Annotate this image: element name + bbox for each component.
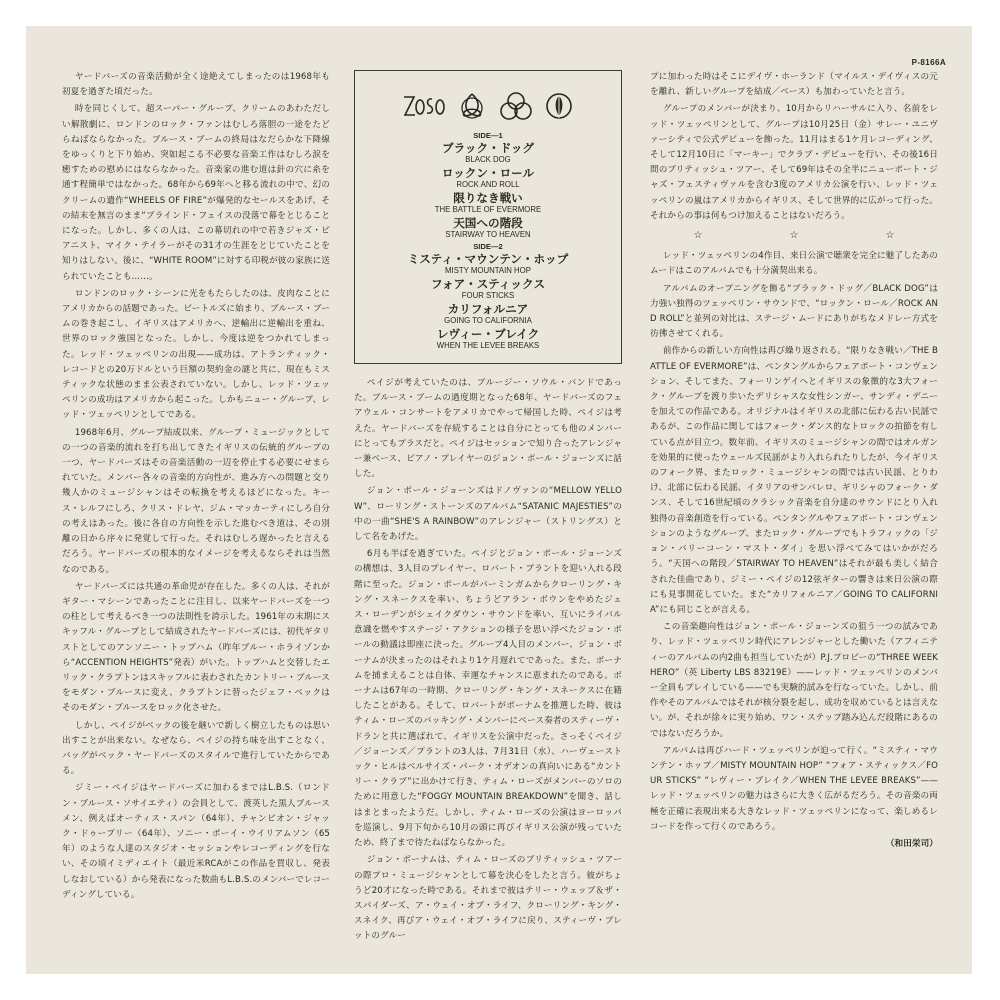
paragraph: 6月も半ばを過ぎていた。ペイジとジョン・ポール・ジョーンズの構想は、3人目のプレイヤー、ロバート・プラントを迎い入れる段階に至った。ジョン・ポールがバーミンガムからクローリング・キング・スネークスを率い、ちょうどアラン・ボウンをやめたジェス・ローデンがシェイクダウン・サウンドを率い、互いにライバル意識を燃やすステージ・アクションの様子を思い浮べたジョン・ポールの動議は即座に決った。グループ4人目のメンバー、ジョン・ボーナムが決まったのはそれより1ケ月遅れてであった。また、ボーナムを捕まえることは自体、幸運なチャンスに恵まれたのである。ボーナムは67年の一時期、クローリング・キング・スネークスに在籍したことがある。そして、ロバートがボーナムを推選した時、彼はティム・ローズのバッキング・メンバーにベース奏者のスティーヴ・ドランと共に選ばれて、イギリスを公演中だった。さっそくペイジ／ジョーンズ／プラントの3人は、7月31日（水）、ハーヴェーストック・ヒルはベルサイズ・パーク・オデオンの真向いにある“カントリー・クラブ”に出かけて行き、ティム・ローズがメンバーのソロのために用意した“FOGGY MOUNTAIN BREAKDOWN”を聞き、話しはまとまったようだ。しかし、ティム・ローズの公演はヨーロッパを巡演し、9月下旬から10月の頭に再びイギリス公演が残っていたため、終了まで待たねばならなかった。 bbox=[354, 549, 622, 849]
track-title-jp: ブラック・ドッグ bbox=[441, 141, 535, 155]
track-title-en: STAIRWAY TO HEAVEN bbox=[445, 230, 531, 239]
track-title-jp: ミスティ・マウンテン・ホップ bbox=[407, 252, 569, 266]
track-title-en: BLACK DOG bbox=[465, 155, 511, 164]
track-title-en: ROCK AND ROLL bbox=[456, 180, 520, 189]
star-icon: ☆ bbox=[885, 230, 895, 242]
triquetra-symbol-icon bbox=[456, 91, 488, 121]
paragraph: 前作からの新しい方向性は再び繰り返される。“限りなき戦い／THE BATTLE OF EVERMORE”は、ペンタングルからフェアポート・コンヴェンション、そしてまた、フォーリンゲイヘとイギリスの象徴的な3大フォーク・グループを渡り歩いたデリシャスな女性シンガー、サンディ・デニーを加えての作品である。オリジナルはイギリスの北部に伝わる古い民謡であるが、この作品に関してはフォーク・ダンス的なトロックの拍節を有している点が目立つ。数年前、イギリスのミュージシャンの間ではオルガンを効果的に使ったウェールズ民謡がより入れられたりしたが、今イギリスのフォーク界、またロック・ミュージシャンの間では古い民謡、とりわけ、北部に伝わる民謡、イタリアのサンバレロ、ギリシャのフォーク・ダンス、そして16世紀頃のクラシック音楽を自分達のサウンドにとり入れ独得の音楽創造を行っている。ペンタングルやフェアポート・コンヴェンションのようなグループ、またロック・グループでもトラフィックの「ジョン・バリーコーン・マスト・ダイ」を思い浮べてみてはいかがだろう。“天国への階段／STAIRWAY TO HEAVEN”はそれが最も美しく結合された佳曲であり、ジミー・ペイジの12弦ギターの響きは来日公演の際にも見事開花していた。また“カリフォルニア／GOING TO CALIFORNIA”にも同じことが言える。 bbox=[650, 346, 938, 615]
liner-notes-sheet bbox=[26, 26, 972, 974]
paragraph: 1968年6月、グループ結成以来、グループ・ミュージックとしての一つの音楽的流れを打ち出してきたイギリスの伝統的グループの一つ、ヤードバーズはその音楽活動の一辺を停止する必要にせまられていた。メンバー各々の音楽的方向性が、進み方への問題と交り幾人かのミュージシャンはその転換を考えるほどになった。キース・レルフにしろ、クリス・ドレヤ、ジム・マッカーティにしろ自分の考えはあった。後に各自の方向性を示した進むべき道は、その別離の日から序々に発覚して行った。それはむしろ遅かったと言えるだろう。ヤードバーズの根本的なイメージを考えるならそれは当然なのである。 bbox=[62, 427, 330, 575]
side-1-label: SIDE—1 bbox=[473, 131, 503, 140]
notes-column-1 bbox=[62, 70, 330, 905]
side-2-label: SIDE—2 bbox=[473, 242, 503, 251]
notes-column-2 bbox=[354, 376, 622, 947]
paragraph: アルバムは再びハード・ツェッペリンが迫って行く。“ミスティ・マウンテン・ホップ／MISTY MOUNTAIN HOP” “フォア・スティックス／FOUR STICKS” “レヴィー・ブレイク／WHEN THE LEVEE BREAKS”——レッド・ツェッペリンの魅力はさらに大きく広がるだろう。その音楽の両極を正確に表現出来る大きなレッド・ツェッペリンになって、楽しめるレコードを作って行くのであろう。 bbox=[650, 745, 938, 832]
star-icon: ☆ bbox=[693, 230, 703, 242]
tracklist-box bbox=[354, 70, 622, 364]
track-title-en: FOUR STICKS bbox=[461, 291, 515, 300]
paragraph: ジョン・ボーナムは、ティム・ローズのブリティッシュ・ツアーの際プロ・ミュージシャンとして幕を決心をしたと言う。彼がちょうど20才になった時である。それまで彼はテリー・ウェッブ＆ザ・スパイダーズ、ア・ウェイ・オブ・ライフ、クローリング・キング・スネイク、再びア・ウェイ・オブ・ライフに戻り、スティーヴ・ブレットのグルー bbox=[354, 855, 622, 942]
track-title-en: THE BATTLE OF EVERMORE bbox=[434, 205, 542, 214]
paragraph: ジョン・ポール・ジョーンズはドノヴァンの“MELLOW YELLOW”、ローリング・ストーンズのアルバム“SATANIC MAJESTIES”の中の一曲“SHE'S A RAINBOW”のアレンジャー（ストリングス）として名をあげた。 bbox=[354, 486, 622, 543]
notes-column-3 bbox=[650, 70, 938, 852]
paragraph: ヤードバーズの音楽活動が全く途絶えてしまったのは1968年も初夏を過ぎた頃だった。 bbox=[62, 72, 330, 98]
paragraph: プに加わった時はそこにデイヴ・ホーランド（マイルス・デイヴィスの元を離れ、新しいグループを結成／ベース）も加わっていたと言う。 bbox=[650, 72, 938, 98]
paragraph: ジミー・ペイジはヤードバーズに加わるまではL.B.S.（ロンドン・ブルース・ソサイエティ）の会員として、渡英した黒人ブルースメン、例えばオーティス・スパン（64年）、チャンピオン・ジャック・ドゥープリー（64年）、ソニー・ボーイ・ウイリアムソン（65年）のような人達のスタジオ・セッションやレコーディングを行ない、その頃イミディエイト（最近米RCAがこの作品を買収し、発表しなおしている）から発表になった数曲もL.B.S.のメンバーでレコーディングしている。 bbox=[62, 783, 330, 900]
paragraph: ヤードバーズには共通の革命児が存在した。多くの人は、それがギター・マシーンであったことに注目し、以来ヤードバーズを一つの柱として考えるべき一つの法則性を誇示した。1961年の末期にスキッフル・グループとして結成されたヤードバーズには、初代ギタリストとしてのアンソニー・トップハム（昨年ブルー・ホライゾンから“ACCENTION HEIGHTS”発表）がいた。トップハムと交替したエリック・クラプトンはスキッフルに表わされたカントリー・ブルースをモダン・ブルースに変え、クラプトンに替ったジェフ・ベックはそのモダン・ブルースをロック化させた。 bbox=[62, 581, 330, 714]
track-title-en: WHEN THE LEVEE BREAKS bbox=[436, 341, 540, 350]
four-symbols bbox=[355, 91, 621, 121]
feather-symbol-icon bbox=[544, 91, 574, 121]
paragraph: しかし、ペイジがベックの後を継いで新しく樹立したものは思い出すことが出来ない。なぜなら、ペイジの持ち味を出すことなく、バッグがベック・ヤードバーズのスタイルで進行していたからである。 bbox=[62, 720, 330, 777]
track-title-jp: カリフォルニア bbox=[447, 302, 529, 316]
track-title-jp: レヴィー・ブレイク bbox=[436, 327, 540, 341]
paragraph: アルバムのオープニングを飾る“ブラック・ドッグ／BLACK DOG”は力強い独得のツェッペリン・サウンドで、“ロックン・ロール／ROCK AND ROLL”と並列の対比は、ステージ・ムードにありがちなメドレー方式を彷彿させてくれる。 bbox=[650, 283, 938, 340]
track-title-en: GOING TO CALIFORNIA bbox=[444, 316, 532, 325]
track-title-jp: ロックン・ロール bbox=[441, 166, 535, 180]
track-title-jp: フォア・スティックス bbox=[430, 277, 546, 291]
author-signature: （和田栄司） bbox=[885, 838, 938, 849]
track-title-en: MISTY MOUNTAIN HOP bbox=[445, 266, 531, 275]
star-divider bbox=[650, 228, 938, 243]
zoso-symbol-icon bbox=[402, 91, 446, 121]
paragraph: 時を同じくして、超スーパー・グループ、クリームのあわただしい解散劇に、ロンドンのロック・ファンはむしろ落胆の一途をたどらねばならなかった。ブルース・ブームの終局はなだらかな下降線をゆっくりと下り始め、突如起こる不必要な音楽工作はむしろ涙を癒すための慰めにはならなかった。音楽家の進む道は針の穴に糸を通す程簡単ではなかった。68年から69年へと移る流れの中で、幻のクリームの遺作“WHEELS OF FIRE”が爆発的なセールスをあげ、その結末を無言のまま“ブラインド・フェイスの没落で幕をとじることになった。しかし、多くの人は、この幕切れの中で若きジャズ・ピアニスト、マイク・テイラーがその31才の生涯をとじていたことを知りはしない。後に、“WHITE ROOM”に対する印税が彼の家族に送られていたことも……。 bbox=[62, 104, 330, 282]
paragraph: ロンドンのロック・シーンに光をもたらしたのは、皮肉なことにアメリカからの話題であった。ビートルズに始まり、ブルース・ブームの巻き起こし、イギリスはアメリカへ、逆輸出に逆輸出を重ね、世界のロック強国となった。しかし、今度は逆をつかれてしまった。レッド・ツェッペリンの出現——成功は、アトランティック・レコードとの20万ドルという巨額の契約金の謎と共に、現在もミスティックな状態のまま公表されていない。しかし、レッド・ツェッペリンの成功はアメリカから起こった。しかもニュー・グループ、レッド・ツェッペリンとしてである。 bbox=[62, 288, 330, 421]
paragraph: この音楽趣向性はジョン・ポール・ジョーンズの狙う一つの試みであり、レッド・ツェッペリン時代にアレンジャーとした働いた（アフィニティーのアルバムの内2曲も担当していたが）P.J.プロビーの“THREE WEEK HERO”（英 Liberty LBS 83219E）——レッド・ツェッペリンのメンバー全員もプレイしている——でも実験的試みを行なっていた。しかし、前作やそのアルバムではそれが核分裂を起し、成功を収めているとは言えない。が、それが徐々に実り始め、ワン・ステップ踏み込んだ段階にあるのではないだろうか。 bbox=[650, 622, 938, 739]
track-title-jp: 限りなき戦い bbox=[453, 191, 523, 205]
paragraph: ペイジが考えていたのは、ブルージー・ソウル・バンドであった。ブルース・ブームの過度期となった68年、ヤードバーズのフェアウェル・コンサートをアメリカでやって帰国した時、ペイジは考えた。ヤードバーズを存続することは自分にとっても他のメンバーにとってもプラスだと。ペイジはセッションで知り合ったアレンジャー兼ベース、ピアノ・プレイヤーのジョン・ポール・ジョーンズに話した。 bbox=[354, 378, 622, 480]
track-title-jp: 天国への階段 bbox=[453, 216, 523, 230]
three-circles-symbol-icon bbox=[498, 91, 534, 121]
star-icon: ☆ bbox=[789, 230, 799, 242]
paragraph: グループのメンバーが決まり、10月からリハーサルに入り、名前をレッド・ツェッペリンとして、グループは10月25日（金）サレー・ユニヴァーシティで公式デビューを飾った。11月はまる1ケ月レコーディング、そして12月10日に「マーキー」でクラブ・デビューを行い、その後16日間のブリティッシュ・ツアー、そして69年はその全半にニューポート・ジャズ・フェスティヴァルを含む3度のアメリカ公演を行い、レッド・ツェッペリンの嵐はアメリカからイギリス、そして世界的に広がって行った。それからの事は何もつけ加えることはないだろう。 bbox=[650, 104, 938, 221]
paragraph: レッド・ツェッペリンの4作目、来日公演で聴衆を完全に魅了したあのムードはこのアルバムでも十分満契出来る。 bbox=[650, 251, 938, 277]
catalog-number: P-8166A bbox=[911, 58, 946, 67]
